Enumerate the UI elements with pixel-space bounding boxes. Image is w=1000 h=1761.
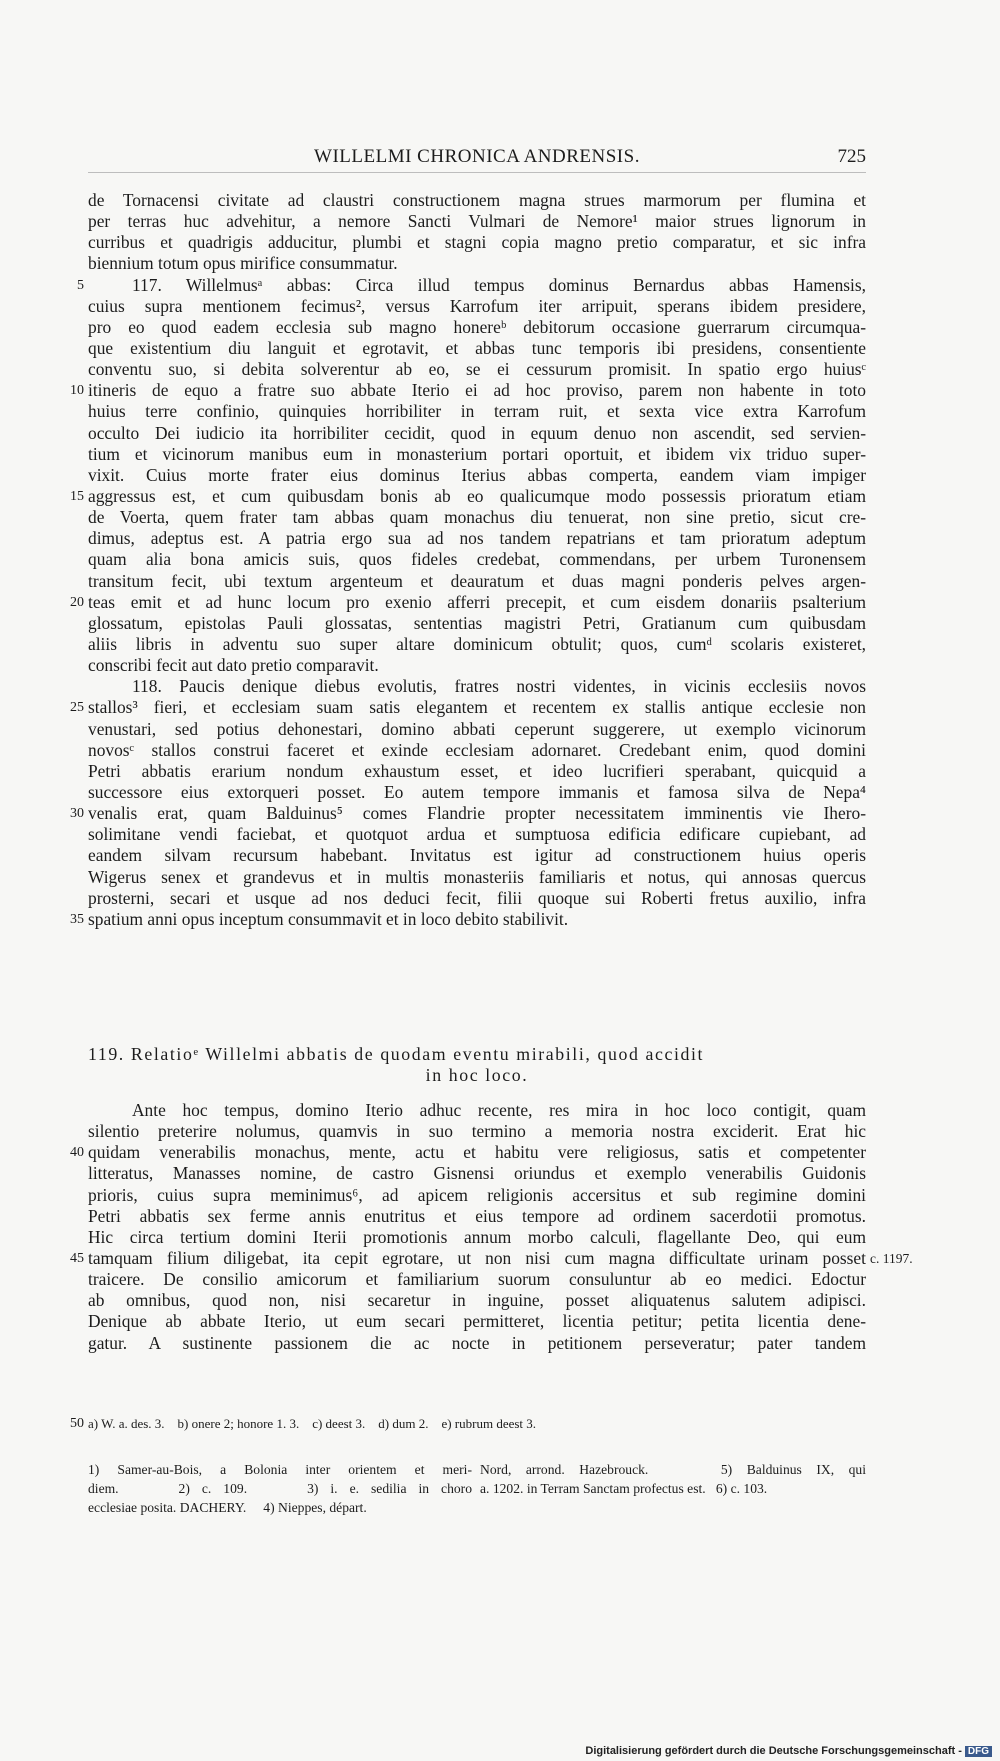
main-text-block-1 bbox=[70, 190, 866, 930]
text-line bbox=[88, 423, 866, 444]
line-text: conscribi fecit aut dato pretio comparavit. bbox=[88, 655, 379, 676]
header-rule bbox=[88, 172, 866, 173]
line-text: aliis libris in adventu suo super altare dominicum obtulit; quos, cumᵈ scolaris existeret, bbox=[88, 633, 866, 654]
running-title: WILLELMI CHRONICA ANDRENSIS. bbox=[314, 146, 640, 167]
text-line bbox=[88, 1121, 866, 1142]
footnote-line: diem. 2) c. 109. 3) i. e. sedilia in choro bbox=[88, 1481, 472, 1497]
text-line bbox=[88, 888, 866, 909]
main-text-block-2 bbox=[70, 1100, 913, 1354]
text-line bbox=[88, 782, 866, 803]
line-text: Hic circa tertium domini Iterii promotionis annum morbo calculi, flagellante Deo, qui eum bbox=[88, 1226, 866, 1247]
text-line bbox=[88, 845, 866, 866]
line-text: huius terre confinio, quinquies horribiliter in terram ruit, et sexta vice extra Karrofum bbox=[88, 401, 866, 422]
page-number: 725 bbox=[837, 146, 866, 167]
text-line bbox=[88, 655, 866, 676]
text-line bbox=[88, 1333, 866, 1354]
footnotes-right-column bbox=[480, 1460, 866, 1498]
line-text: novosᶜ stallos construi faceret et exinde ecclesiam adornaret. Credebant enim, quod domini bbox=[88, 739, 866, 760]
section-heading bbox=[88, 1044, 866, 1086]
text-line bbox=[88, 528, 866, 549]
line-text: per terras huc advehitur, a nemore Sancti Vulmari de Nemore¹ maior strues lignorum in bbox=[88, 211, 866, 232]
text-line bbox=[70, 803, 866, 824]
line-text: Wigerus senex et grandevus et in multis monasteriis familiaris et notus, qui annosas quercus bbox=[88, 866, 866, 887]
text-line bbox=[70, 591, 866, 613]
footnotes-left-column bbox=[88, 1460, 472, 1518]
line-text: conventu suo, si debita solverentur ab eo, se ei cessurum promisit. In spatio ergo huiusᶜ bbox=[88, 359, 866, 380]
line-text: quidam venerabilis monachus, mente, actu et habitu vere religiosus, satis et competenter bbox=[88, 1142, 866, 1163]
text-line bbox=[88, 232, 866, 253]
variant-notes bbox=[70, 1414, 866, 1434]
text-line bbox=[70, 485, 866, 507]
text-line bbox=[88, 359, 866, 380]
line-text: transitum fecit, ubi textum argenteum et deauratum et duas magni ponderis pelves argen- bbox=[88, 570, 866, 591]
line-text: de Voerta, quem frater tam abbas quam monachus diu tenuerat, non sine pretio, sicut cre- bbox=[88, 507, 866, 528]
heading-line: 119. Relatioᵉ Willelmi abbatis de quodam eventu mirabili, quod accidit bbox=[88, 1044, 705, 1064]
line-text: que existentium diu languit et egrotavit, et abbas tunc temporis ibi presidens, consentiente bbox=[88, 337, 866, 358]
line-text: prioris, cuius supra meminimus⁶, ad apicem religionis accersitus et sub regimine domini bbox=[88, 1184, 866, 1205]
text-line bbox=[88, 190, 866, 211]
line-text: de Tornacensi civitate ad claustri constructionem magna strues marmorum per flumina et bbox=[88, 190, 866, 210]
text-line bbox=[70, 908, 866, 930]
text-line bbox=[88, 634, 866, 655]
line-number: 45 bbox=[70, 1250, 84, 1266]
line-number: 30 bbox=[70, 806, 84, 822]
line-text: Petri abbatis sex ferme annis enutritus et eius tempore ad ordinem sacerdotii promotus. bbox=[88, 1205, 866, 1226]
text-line bbox=[88, 549, 866, 570]
text-line bbox=[88, 465, 866, 486]
text-line bbox=[88, 740, 866, 761]
text-line bbox=[88, 338, 866, 359]
line-text: 118. Paucis denique diebus evolutis, fratres nostri videntes, in vicinis ecclesiis novos bbox=[132, 676, 866, 697]
footnote-line: a. 1202. in Terram Sanctam profectus est. 6) c. 103. bbox=[480, 1481, 768, 1497]
line-text: Denique ab abbate Iterio, ut eum secari permitteret, licentia petitur; petita licentia dene- bbox=[88, 1311, 866, 1332]
digitization-credit bbox=[585, 1745, 992, 1757]
text-line bbox=[70, 380, 866, 401]
text-line bbox=[70, 1247, 913, 1269]
text-line bbox=[88, 761, 866, 782]
line-text: tium et vicinorum manibus eum in monasterium portari oportuit, et ibidem vix triduo super- bbox=[88, 443, 866, 464]
text-line bbox=[88, 867, 866, 888]
line-text: prosterni, secari et usque ad nos deduci fecit, filii quoque sui Roberti fretus auxilio, infra bbox=[88, 887, 866, 908]
line-number: 35 bbox=[70, 911, 84, 927]
text-line bbox=[88, 1227, 866, 1248]
line-number: 10 bbox=[70, 383, 84, 399]
text-line bbox=[70, 697, 866, 718]
text-line bbox=[88, 1290, 866, 1311]
line-text: litteratus, Manasses nomine, de castro Gisnensi oriundus et exemplo venerabilis Guidonis bbox=[88, 1163, 866, 1184]
line-text: teas emit et ad hunc locum pro exenio afferri precepit, et cum eisdem donariis psalterium bbox=[88, 591, 866, 612]
text-line bbox=[88, 211, 866, 232]
line-text: spatium anni opus inceptum consummavit et in loco debito stabilivit. bbox=[88, 908, 569, 929]
line-text: tamquam filium diligebat, ita cepit egrotare, ut non nisi cum magna difficultate urinam posset bbox=[88, 1247, 866, 1268]
text-line bbox=[88, 317, 866, 338]
line-text: curribus et quadrigis adducitur, plumbi et stagni copia magno pretio comparatur, et sic infra bbox=[88, 232, 866, 253]
text-line bbox=[88, 1163, 866, 1184]
text-line bbox=[88, 824, 866, 845]
footnote-line: 1) Samer-au-Bois, a Bolonia inter orientem et meri- bbox=[88, 1462, 472, 1477]
line-text: occulto Dei iudicio ita horribiliter cecidit, quod in equum denuo non ascendit, sed servien- bbox=[88, 422, 866, 443]
line-number: 5 bbox=[77, 277, 84, 293]
text-line bbox=[88, 613, 866, 634]
line-text: itineris de equo a fratre suo abbate Iterio ei ad hoc proviso, parem non habente in toto bbox=[88, 380, 866, 401]
heading-line: in hoc loco. bbox=[425, 1065, 529, 1086]
line-text: vixit. Cuius morte frater eius dominus Iterius abbas comperta, eandem viam impiger bbox=[88, 464, 866, 485]
text-line bbox=[88, 507, 866, 528]
footnote-line: ecclesiae posita. DACHERY. 4) Nieppes, départ. bbox=[88, 1500, 367, 1516]
text-line bbox=[88, 1185, 866, 1206]
line-text: ab omnibus, quod non, nisi secaretur in inguine, posset aliquatenus salutem adipisci. bbox=[88, 1290, 866, 1311]
line-text: glossatum, epistolas Pauli glossatas, sententias magistri Petri, Gratianum cum quibusdam bbox=[88, 612, 866, 633]
text-line bbox=[77, 274, 866, 296]
line-text: venalis erat, quam Balduinus⁵ comes Flandrie propter necessitatem imminentis vie Ihero- bbox=[88, 803, 866, 824]
line-text: Petri abbatis erarium nondum exhaustum esset, et ideo lucrifieri sperabant, quicquid a bbox=[88, 760, 866, 781]
text-line bbox=[88, 401, 866, 422]
line-text: traicere. De consilio amicorum et familiarium suorum consuluntur ab eo medici. Edoctur bbox=[88, 1269, 866, 1290]
text-line bbox=[88, 296, 866, 317]
line-text: venustari, sed potius dehonestari, domino abbati ceperunt suggerere, ut exemplo vicinorum bbox=[88, 718, 866, 739]
text-line bbox=[88, 1206, 866, 1227]
variant-notes-text: a) W. a. des. 3. b) onere 2; honore 1. 3. c) deest 3. d) dum 2. e) rubrum deest 3. bbox=[88, 1416, 537, 1431]
line-number: 50 bbox=[70, 1416, 84, 1431]
text-line bbox=[70, 1142, 866, 1163]
line-text: biennium totum opus mirifice consummatur. bbox=[88, 253, 398, 274]
credit-text: Digitalisierung gefördert durch die Deutsche Forschungsgemeinschaft - bbox=[585, 1745, 962, 1757]
line-text: stallos³ fieri, et ecclesiam suam satis elegantem et recentem ex stallis antique ecclesie non bbox=[88, 697, 866, 718]
line-text: quam alia bona amicis suis, quos fideles credebat, commendans, per urbem Turonensem bbox=[88, 549, 866, 570]
text-line bbox=[88, 571, 866, 592]
line-text: pro eo quod eadem ecclesia sub magno honereᵇ debitorum occasione guerrarum circumqua- bbox=[88, 316, 866, 337]
footnote-line: Nord, arrond. Hazebrouck. 5) Balduinus IX, qui bbox=[480, 1462, 866, 1477]
line-number: 20 bbox=[70, 594, 84, 610]
text-line bbox=[88, 1311, 866, 1332]
line-text: gatur. A sustinente passionem die ac nocte in petitionem perseveratur; pater tandem bbox=[88, 1332, 866, 1353]
line-text: aggressus est, et cum quibusdam bonis ab eo qualicumque modo possessis prioratum etiam bbox=[88, 485, 866, 506]
text-line bbox=[88, 253, 866, 274]
line-number: 15 bbox=[70, 488, 84, 504]
line-number: 25 bbox=[70, 700, 84, 716]
line-number: 40 bbox=[70, 1145, 84, 1161]
text-line bbox=[88, 1269, 866, 1290]
line-text: successore eius extorqueri posset. Eo autem tempore immanis et famosa silva de Nepa⁴ bbox=[88, 781, 866, 802]
text-line bbox=[88, 719, 866, 740]
line-text: Ante hoc tempus, domino Iterio adhuc recente, res mira in hoc loco contigit, quam bbox=[132, 1100, 866, 1120]
text-line bbox=[88, 1100, 866, 1121]
line-text: dimus, adeptus est. A patria ergo sua ad nos tandem repatrians et tam prioratum adeptum bbox=[88, 528, 866, 549]
line-text: eandem silvam recursum habebant. Invitatus est igitur ad constructionem huius operis bbox=[88, 845, 866, 866]
margin-date: c. 1197. bbox=[870, 1250, 913, 1266]
line-text: silentio preterire nolumus, quamvis in suo termino a memoria nostra exciderit. Erat hic bbox=[88, 1121, 866, 1142]
text-line bbox=[88, 444, 866, 465]
dfg-logo: DFG bbox=[965, 1746, 992, 1757]
line-text: cuius supra mentionem fecimus², versus Karrofum iter arripuit, sperans ibidem presidere, bbox=[88, 295, 866, 316]
text-line bbox=[88, 676, 866, 697]
line-text: solimitane vendi faciebat, et quotquot ardua et sumptuosa edificia edificare cupiebant, ad bbox=[88, 824, 866, 845]
line-text: 117. Willelmusᵃ abbas: Circa illud tempus dominus Bernardus abbas Hamensis, bbox=[132, 274, 866, 295]
